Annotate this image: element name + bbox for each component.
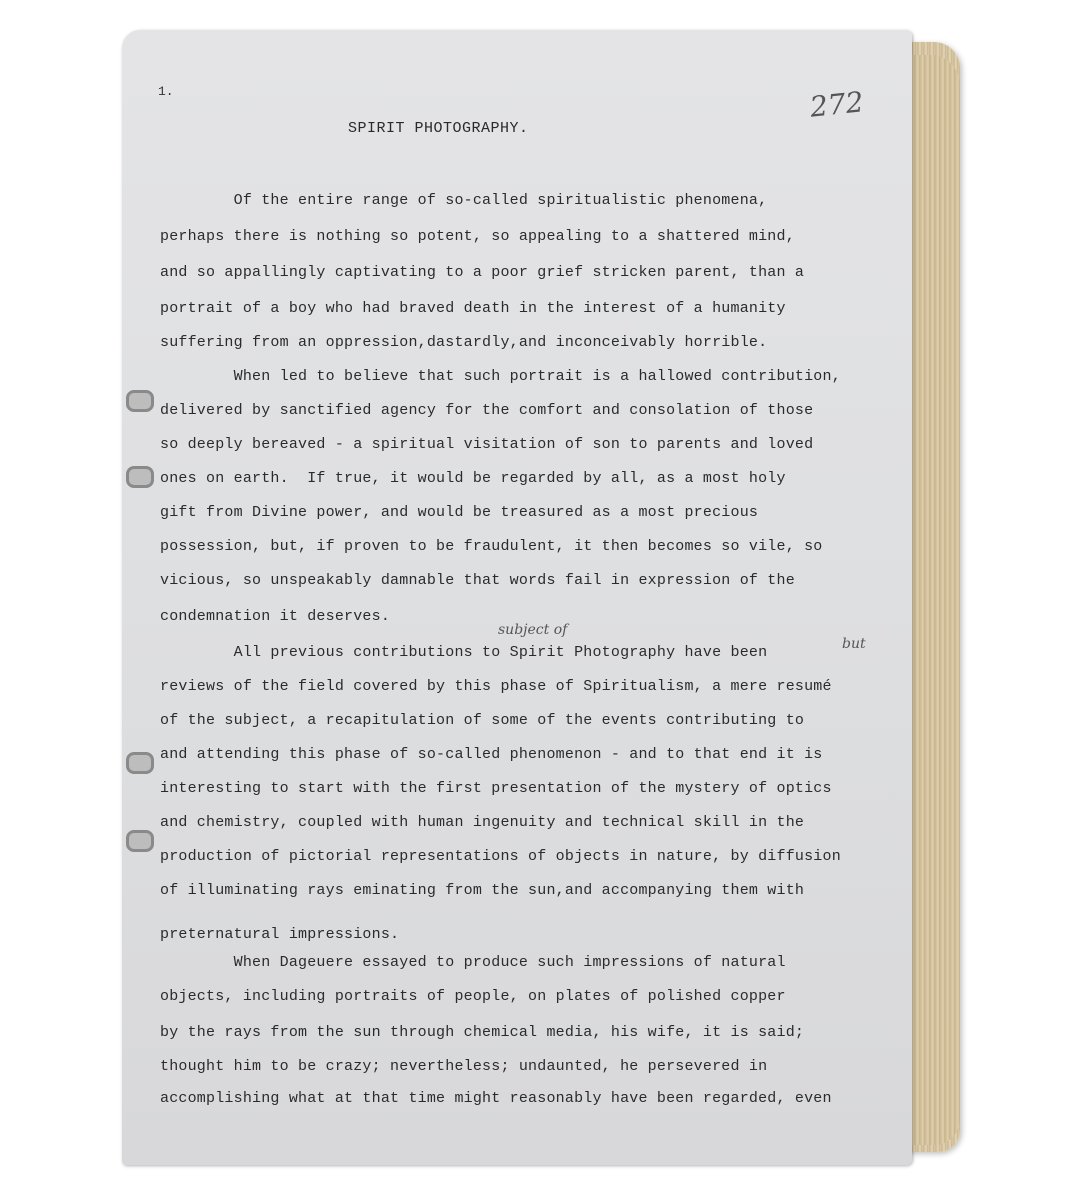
text-line: so deeply bereaved - a spiritual visitation of son to parents and loved [160, 436, 814, 453]
text-line: and attending this phase of so-called phenomenon - and to that end it is [160, 746, 823, 763]
text-line: Of the entire range of so-called spiritualistic phenomena, [160, 192, 768, 209]
text-line: by the rays from the sun through chemical media, his wife, it is said; [160, 1024, 805, 1041]
text-line: accomplishing what at that time might reasonably have been regarded, even [160, 1090, 832, 1107]
text-line: When led to believe that such portrait is a hallowed contribution, [160, 368, 841, 385]
text-line: condemnation it deserves. [160, 608, 391, 625]
handwritten-annotation-but: but [842, 636, 866, 652]
text-line: vicious, so unspeakably damnable that words fail in expression of the [160, 572, 795, 589]
binder-ring [126, 390, 154, 412]
text-line: of illuminating rays eminating from the sun,and accompanying them with [160, 882, 805, 899]
text-line: interesting to start with the first presentation of the mystery of optics [160, 780, 832, 797]
text-line: ones on earth. If true, it would be regarded by all, as a most holy [160, 470, 786, 487]
binder-ring [126, 752, 154, 774]
text-line: and so appallingly captivating to a poor grief stricken parent, than a [160, 264, 805, 281]
text-line: All previous contributions to Spirit Photography have been [160, 644, 768, 661]
text-line: and chemistry, coupled with human ingenuity and technical skill in the [160, 814, 805, 831]
text-line: objects, including portraits of people, on plates of polished copper [160, 988, 786, 1005]
text-line: perhaps there is nothing so potent, so appealing to a shattered mind, [160, 228, 795, 245]
text-line: gift from Divine power, and would be treasured as a most precious [160, 504, 759, 521]
text-line: preternatural impressions. [160, 926, 400, 943]
text-line: When Dageuere essayed to produce such impressions of natural [160, 954, 786, 971]
binder-ring [126, 466, 154, 488]
text-line: thought him to be crazy; nevertheless; undaunted, he persevered in [160, 1058, 768, 1075]
handwritten-annotation-subject-of: subject of [498, 622, 568, 638]
text-line: portrait of a boy who had braved death in the interest of a humanity [160, 300, 786, 317]
text-line: of the subject, a recapitulation of some of the events contributing to [160, 712, 805, 729]
text-line: delivered by sanctified agency for the comfort and consolation of those [160, 402, 814, 419]
page-number: 1. [158, 84, 174, 99]
text-line: production of pictorial representations of objects in nature, by diffusion [160, 848, 841, 865]
binder-ring [126, 830, 154, 852]
text-line: reviews of the field covered by this phase of Spiritualism, a mere resumé [160, 678, 832, 695]
document-title: SPIRIT PHOTOGRAPHY. [348, 120, 529, 137]
folio-number: 272 [808, 85, 866, 124]
text-line: suffering from an oppression,dastardly,and inconceivably horrible. [160, 334, 768, 351]
text-line: possession, but, if proven to be fraudulent, it then becomes so vile, so [160, 538, 823, 555]
